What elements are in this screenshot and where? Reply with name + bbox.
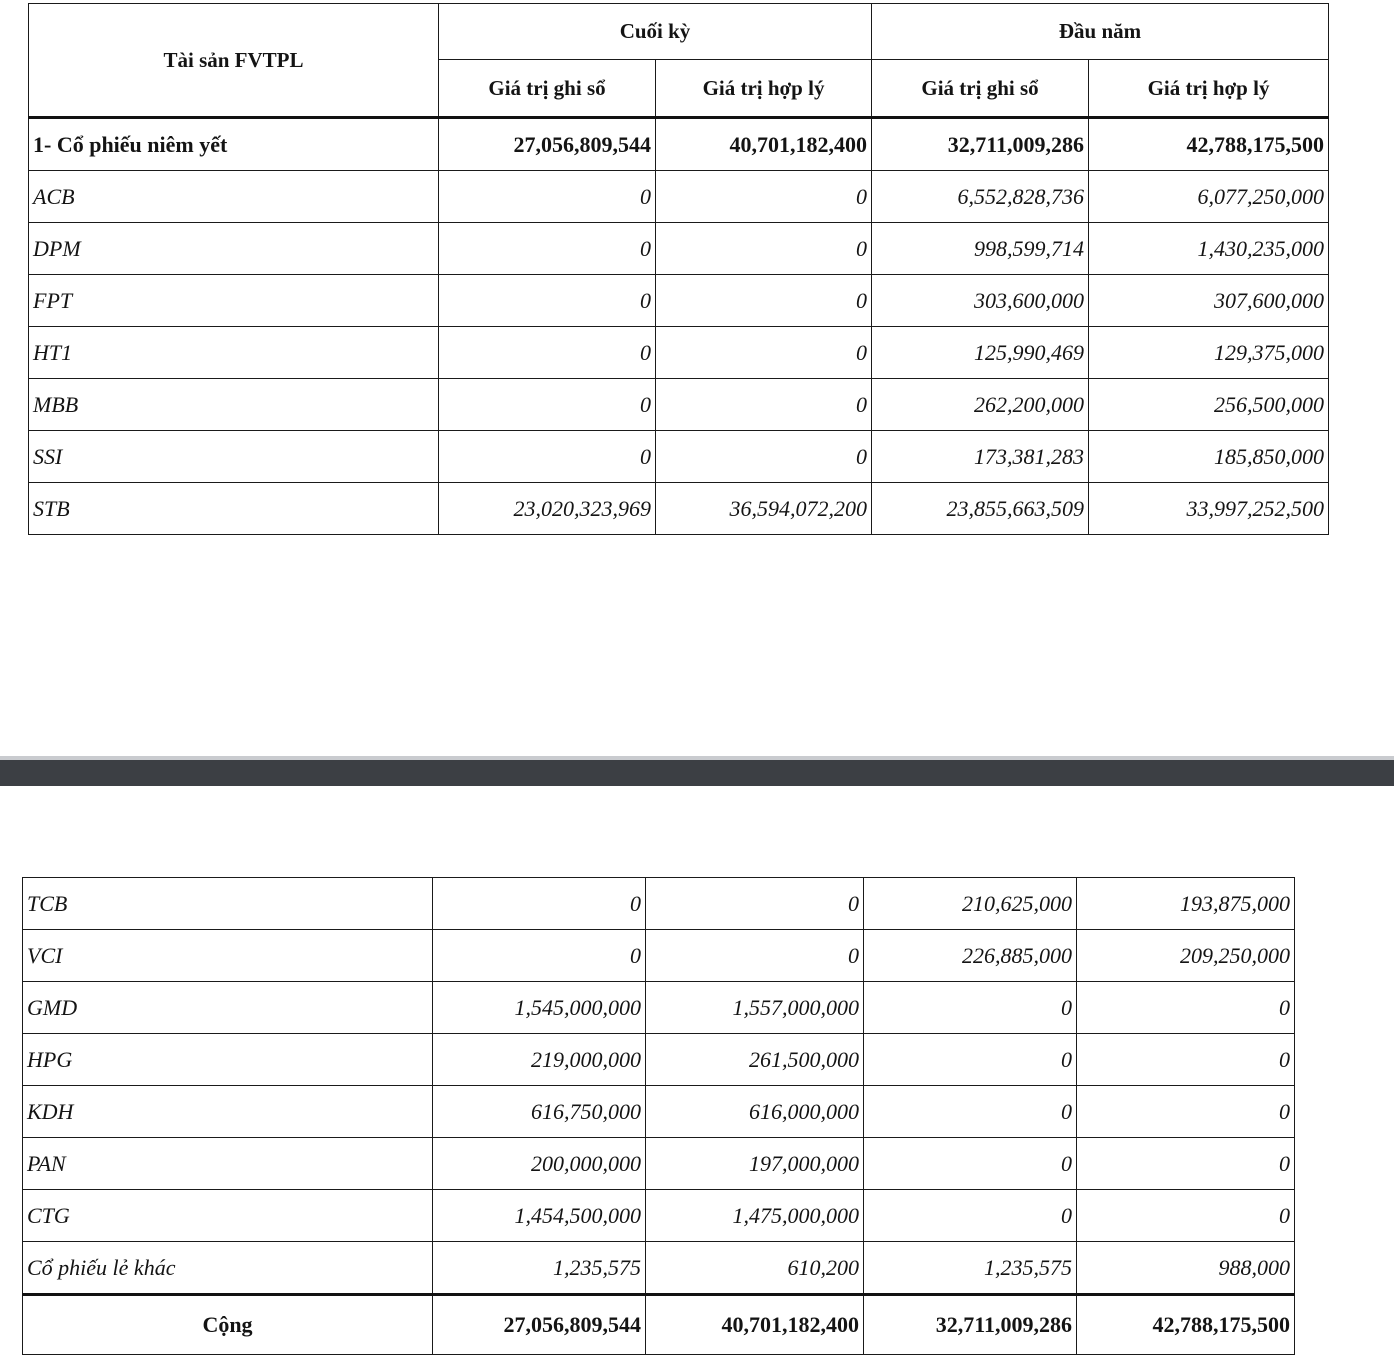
begin-book-cell: 23,855,663,509 xyxy=(872,483,1089,535)
table-row xyxy=(23,1190,1295,1242)
table-row xyxy=(23,1086,1295,1138)
begin-book-cell: 125,990,469 xyxy=(872,327,1089,379)
fvtpl-table-top xyxy=(28,3,1329,535)
row-name: MBB xyxy=(29,379,439,431)
row-name: CTG xyxy=(23,1190,433,1242)
end-fair-cell: 0 xyxy=(656,327,872,379)
row-name: HPG xyxy=(23,1034,433,1086)
end-fair-cell: 0 xyxy=(656,223,872,275)
end-fair-value-header: Giá trị hợp lý xyxy=(656,60,872,118)
begin-fair-cell: 0 xyxy=(1077,1034,1295,1086)
row-name: 1- Cổ phiếu niêm yết xyxy=(29,118,439,171)
table-row xyxy=(29,118,1329,171)
table-row xyxy=(23,1138,1295,1190)
begin-fair-cell: 129,375,000 xyxy=(1089,327,1329,379)
row-name: TCB xyxy=(23,878,433,930)
row-name: KDH xyxy=(23,1086,433,1138)
table-row xyxy=(29,327,1329,379)
begin-fair-cell: 307,600,000 xyxy=(1089,275,1329,327)
table-row xyxy=(29,223,1329,275)
end-book-value-header: Giá trị ghi sổ xyxy=(439,60,656,118)
total-end-book-cell: 27,056,809,544 xyxy=(433,1295,646,1355)
begin-fair-value-header: Giá trị hợp lý xyxy=(1089,60,1329,118)
row-name: HT1 xyxy=(29,327,439,379)
table-row xyxy=(23,878,1295,930)
end-book-cell: 27,056,809,544 xyxy=(439,118,656,171)
end-book-cell: 1,235,575 xyxy=(433,1242,646,1295)
begin-book-cell: 0 xyxy=(864,1190,1077,1242)
begin-book-cell: 998,599,714 xyxy=(872,223,1089,275)
end-book-cell: 0 xyxy=(439,275,656,327)
table-row xyxy=(23,982,1295,1034)
end-fair-cell: 0 xyxy=(656,431,872,483)
end-book-cell: 0 xyxy=(439,223,656,275)
end-book-cell: 23,020,323,969 xyxy=(439,483,656,535)
begin-book-cell: 1,235,575 xyxy=(864,1242,1077,1295)
end-book-cell: 0 xyxy=(439,171,656,223)
end-fair-cell: 197,000,000 xyxy=(646,1138,864,1190)
begin-book-cell: 303,600,000 xyxy=(872,275,1089,327)
end-book-cell: 219,000,000 xyxy=(433,1034,646,1086)
page-break-divider xyxy=(0,760,1394,786)
table-row xyxy=(23,1034,1295,1086)
table-row xyxy=(29,171,1329,223)
begin-book-cell: 0 xyxy=(864,1086,1077,1138)
end-fair-cell: 610,200 xyxy=(646,1242,864,1295)
begin-book-cell: 226,885,000 xyxy=(864,930,1077,982)
total-end-fair-cell: 40,701,182,400 xyxy=(646,1295,864,1355)
total-label: Cộng xyxy=(23,1295,433,1355)
end-fair-cell: 616,000,000 xyxy=(646,1086,864,1138)
begin-book-value-header: Giá trị ghi sổ xyxy=(872,60,1089,118)
table-row xyxy=(23,1242,1295,1295)
begin-book-cell: 210,625,000 xyxy=(864,878,1077,930)
end-book-cell: 0 xyxy=(439,327,656,379)
total-begin-fair-cell: 42,788,175,500 xyxy=(1077,1295,1295,1355)
end-book-cell: 0 xyxy=(439,431,656,483)
begin-book-cell: 173,381,283 xyxy=(872,431,1089,483)
fvtpl-table-bottom xyxy=(22,877,1295,1355)
end-book-cell: 1,454,500,000 xyxy=(433,1190,646,1242)
end-fair-cell: 261,500,000 xyxy=(646,1034,864,1086)
end-book-cell: 200,000,000 xyxy=(433,1138,646,1190)
row-name: GMD xyxy=(23,982,433,1034)
table-row xyxy=(29,275,1329,327)
begin-fair-cell: 256,500,000 xyxy=(1089,379,1329,431)
row-name: VCI xyxy=(23,930,433,982)
begin-fair-cell: 193,875,000 xyxy=(1077,878,1295,930)
row-name: ACB xyxy=(29,171,439,223)
table-row xyxy=(23,930,1295,982)
table-row xyxy=(29,483,1329,535)
row-name: PAN xyxy=(23,1138,433,1190)
end-book-cell: 0 xyxy=(433,878,646,930)
end-fair-cell: 0 xyxy=(656,171,872,223)
table-row xyxy=(29,379,1329,431)
begin-fair-cell: 42,788,175,500 xyxy=(1089,118,1329,171)
begin-fair-cell: 0 xyxy=(1077,1190,1295,1242)
end-period-group-header: Cuối kỳ xyxy=(439,4,872,60)
end-fair-cell: 0 xyxy=(656,379,872,431)
end-fair-cell: 0 xyxy=(646,930,864,982)
end-fair-cell: 1,557,000,000 xyxy=(646,982,864,1034)
end-book-cell: 1,545,000,000 xyxy=(433,982,646,1034)
row-name: STB xyxy=(29,483,439,535)
begin-fair-cell: 33,997,252,500 xyxy=(1089,483,1329,535)
end-book-cell: 0 xyxy=(439,379,656,431)
row-name: DPM xyxy=(29,223,439,275)
begin-fair-cell: 185,850,000 xyxy=(1089,431,1329,483)
end-fair-cell: 40,701,182,400 xyxy=(656,118,872,171)
begin-fair-cell: 6,077,250,000 xyxy=(1089,171,1329,223)
end-fair-cell: 0 xyxy=(646,878,864,930)
total-begin-book-cell: 32,711,009,286 xyxy=(864,1295,1077,1355)
begin-book-cell: 262,200,000 xyxy=(872,379,1089,431)
begin-fair-cell: 1,430,235,000 xyxy=(1089,223,1329,275)
begin-fair-cell: 0 xyxy=(1077,1086,1295,1138)
end-book-cell: 0 xyxy=(433,930,646,982)
row-name: FPT xyxy=(29,275,439,327)
begin-fair-cell: 0 xyxy=(1077,982,1295,1034)
row-name: SSI xyxy=(29,431,439,483)
begin-fair-cell: 209,250,000 xyxy=(1077,930,1295,982)
begin-book-cell: 32,711,009,286 xyxy=(872,118,1089,171)
begin-fair-cell: 988,000 xyxy=(1077,1242,1295,1295)
row-name: Cổ phiếu lẻ khác xyxy=(23,1242,433,1295)
end-fair-cell: 1,475,000,000 xyxy=(646,1190,864,1242)
begin-book-cell: 6,552,828,736 xyxy=(872,171,1089,223)
end-fair-cell: 36,594,072,200 xyxy=(656,483,872,535)
begin-book-cell: 0 xyxy=(864,1034,1077,1086)
end-fair-cell: 0 xyxy=(656,275,872,327)
begin-fair-cell: 0 xyxy=(1077,1138,1295,1190)
begin-book-cell: 0 xyxy=(864,982,1077,1034)
total-row xyxy=(23,1295,1295,1355)
begin-year-group-header: Đầu năm xyxy=(872,4,1329,60)
end-book-cell: 616,750,000 xyxy=(433,1086,646,1138)
asset-column-header: Tài sản FVTPL xyxy=(29,4,439,118)
begin-book-cell: 0 xyxy=(864,1138,1077,1190)
table-row xyxy=(29,431,1329,483)
